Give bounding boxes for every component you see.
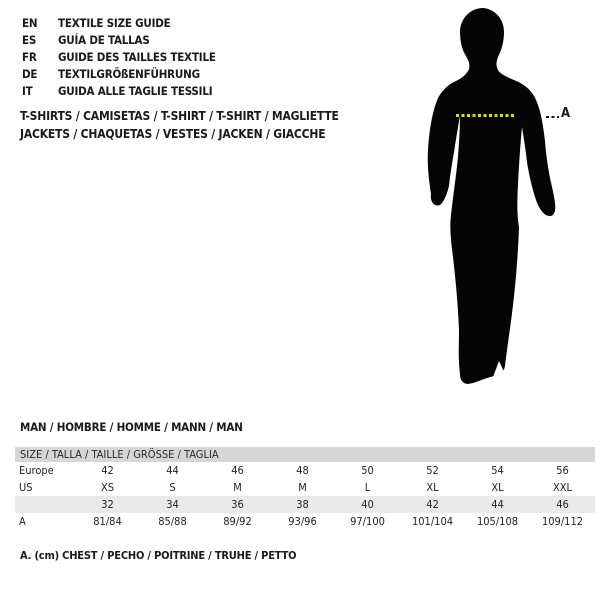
section-title: MAN / HOMBRE / HOMME / MANN / MAN bbox=[20, 420, 243, 434]
cell: XL bbox=[491, 481, 504, 494]
cell: 109/112 bbox=[541, 515, 584, 528]
cell: M bbox=[298, 481, 307, 494]
language-code: ES bbox=[22, 33, 37, 47]
table-row-europe bbox=[15, 462, 595, 479]
cell: 93/96 bbox=[288, 515, 317, 528]
language-row-de bbox=[22, 66, 216, 83]
cell: M bbox=[233, 481, 242, 494]
cell: XL bbox=[426, 481, 439, 494]
cell: 97/100 bbox=[350, 515, 385, 528]
cell: 44 bbox=[465, 496, 530, 513]
cell: 52 bbox=[426, 464, 439, 477]
cell: 46 bbox=[231, 464, 244, 477]
table-row-chest bbox=[15, 513, 595, 530]
chest-measure-label: A bbox=[561, 106, 571, 121]
cell: 101/104 bbox=[411, 515, 454, 528]
category-jackets: JACKETS / CHAQUETAS / VESTES / JACKEN / GIACCHE bbox=[20, 127, 326, 141]
size-table-header: SIZE / TALLA / TAILLE / GRÖSSE / TAGLIA bbox=[15, 447, 595, 462]
language-row-es bbox=[22, 32, 216, 49]
size-table bbox=[15, 447, 595, 530]
language-code: DE bbox=[22, 67, 38, 81]
cell: 38 bbox=[270, 496, 335, 513]
language-title: GUÍA DE TALLAS bbox=[58, 33, 150, 47]
cell: XS bbox=[100, 481, 115, 494]
language-row-fr bbox=[22, 49, 216, 66]
category-tshirts: T-SHIRTS / CAMISETAS / T-SHIRT / T-SHIRT / MAGLIETTE bbox=[20, 109, 339, 123]
cell: 50 bbox=[361, 464, 374, 477]
cell: 34 bbox=[140, 496, 205, 513]
cell: XXL bbox=[552, 481, 573, 494]
language-list bbox=[22, 15, 216, 100]
male-silhouette-graphic bbox=[415, 5, 565, 390]
language-code: FR bbox=[22, 50, 37, 64]
language-title: GUIDE DES TAILLES TEXTILE bbox=[58, 50, 216, 64]
row-label bbox=[15, 496, 75, 513]
row-label: US bbox=[19, 481, 33, 494]
cell: 46 bbox=[530, 496, 595, 513]
language-title: GUIDA ALLE TAGLIE TESSILI bbox=[58, 84, 213, 98]
measurement-footnote: A. (cm) CHEST / PECHO / POITRINE / TRUHE / PETTO bbox=[20, 549, 297, 562]
cell: 48 bbox=[296, 464, 309, 477]
language-row-it bbox=[22, 83, 216, 100]
cell: 44 bbox=[166, 464, 179, 477]
male-silhouette bbox=[415, 5, 565, 390]
size-table-header-row bbox=[15, 447, 595, 462]
cell: 32 bbox=[75, 496, 140, 513]
chest-measure-leader-line bbox=[546, 116, 559, 118]
language-code: EN bbox=[22, 16, 38, 30]
language-title: TEXTILE SIZE GUIDE bbox=[58, 16, 171, 30]
row-label: A bbox=[19, 515, 26, 528]
cell: 56 bbox=[556, 464, 569, 477]
language-title: TEXTILGRÖßENFÜHRUNG bbox=[58, 67, 200, 81]
cell: 54 bbox=[491, 464, 504, 477]
chest-measure-line bbox=[456, 114, 516, 117]
cell: 36 bbox=[205, 496, 270, 513]
language-row-en bbox=[22, 15, 216, 32]
row-label: Europe bbox=[19, 464, 54, 477]
language-code: IT bbox=[22, 84, 33, 98]
cell: 81/84 bbox=[93, 515, 122, 528]
cell: L bbox=[364, 481, 371, 494]
cell: 42 bbox=[400, 496, 465, 513]
cell: 42 bbox=[101, 464, 114, 477]
cell: S bbox=[169, 481, 176, 494]
cell: 105/108 bbox=[476, 515, 519, 528]
table-row-us bbox=[15, 479, 595, 496]
cell: 40 bbox=[335, 496, 400, 513]
table-row-numeric bbox=[15, 496, 595, 513]
cell: 89/92 bbox=[223, 515, 252, 528]
cell: 85/88 bbox=[158, 515, 187, 528]
garment-categories bbox=[20, 107, 339, 143]
